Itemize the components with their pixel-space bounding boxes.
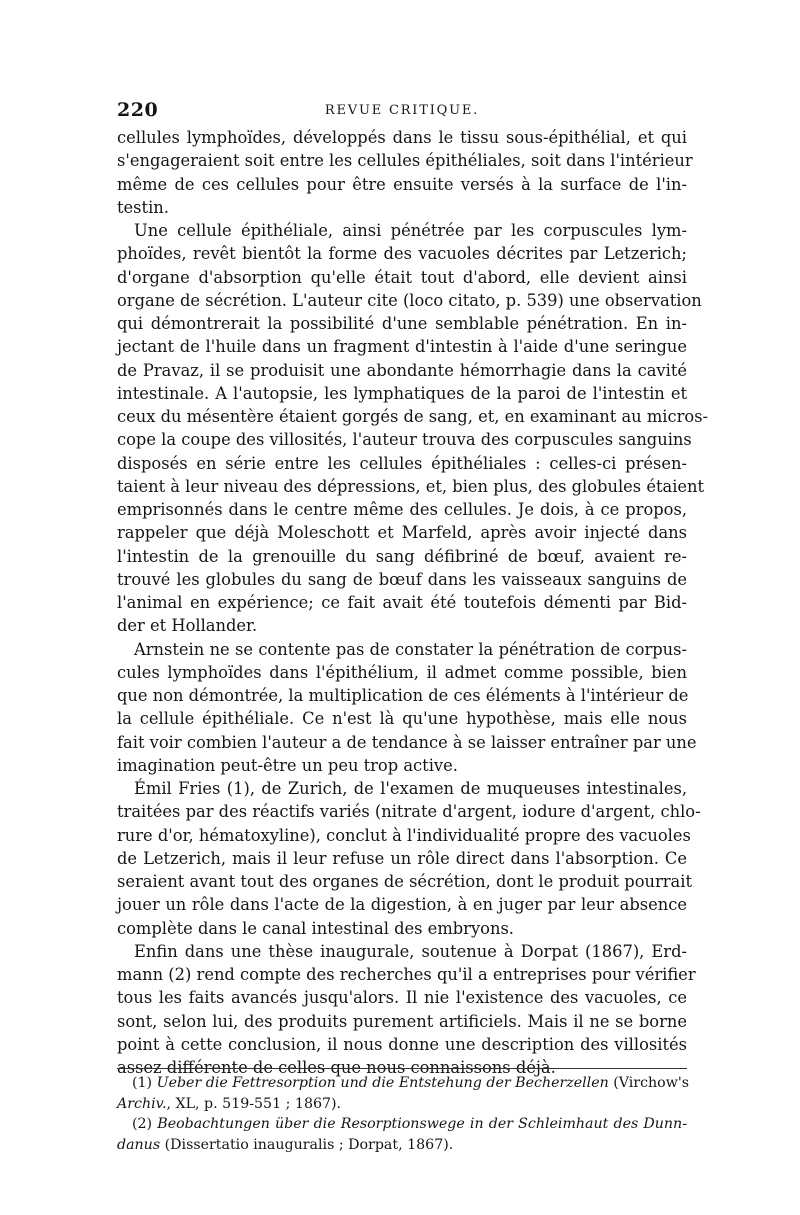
text-line: cellules lymphoïdes, développés dans le tissu sous-épithélial, et qui (117, 128, 687, 147)
footnote-1-continued (117, 1094, 687, 1115)
text-line: sont, selon lui, des produits purement artificiels. Mais il ne se borne (117, 1011, 687, 1031)
text-line: taient à leur niveau des dépressions, et, bien plus, des globules étaient (117, 476, 705, 496)
text-line: cules lymphoïdes dans l'épithélium, il admet comme possible, bien (117, 662, 687, 682)
text-line: rure d'or, hématoxyline), conclut à l'individualité propre des vacuoles (117, 825, 691, 845)
page-number: 220 (117, 99, 159, 121)
text-line: d'organe d'absorption qu'elle était tout d'abord, elle devient ainsi (117, 267, 687, 287)
text-line: organe de sécrétion. L'auteur cite (loco citato, p. 539) une observation (117, 290, 702, 310)
text-line: der et Hollander. (117, 616, 258, 636)
text-line: testin. (117, 197, 169, 217)
text-line: trouvé les globules du sang de bœuf dans les vaisseaux sanguins de (117, 569, 687, 589)
text-line: mann (2) rend compte des recherches qu'il a entreprises pour vérifier (117, 965, 696, 984)
footnote-1-journal: Archiv. (117, 1095, 167, 1112)
text-line: rappeler que déjà Moleschott et Marfeld, après avoir injecté dans (117, 523, 687, 543)
text-line: de Letzerich, mais il leur refuse un rôle direct dans l'absorption. Ce (117, 848, 687, 868)
text-line: que non démontrée, la multiplication de ces éléments à l'intérieur de (117, 686, 689, 705)
text-line: Arnstein ne se contente pas de constater la pénétration de corpus- (134, 639, 687, 659)
text-line: tous les faits avancés jusqu'alors. Il nie l'existence des vacuoles, ce (117, 988, 687, 1008)
text-line: emprisonnés dans le centre même des cellules. Je dois, à ce propos, (117, 500, 687, 519)
text-line: fait voir combien l'auteur a de tendance à se laisser entraîner par une (117, 732, 697, 752)
text-line: jouer un rôle dans l'acte de la digestion, à en juger par leur absence (117, 895, 687, 915)
footnote-2 (117, 1114, 687, 1135)
text-line: assez différente de celles que nous connaissons déjà. (117, 1058, 556, 1077)
text-line: phoïdes, revêt bientôt la forme des vacuoles décrites par Letzerich; (117, 244, 687, 264)
text-line: ceux du mésentère étaient gorgés de sang, et, en examinant au micros- (117, 407, 709, 426)
footnote-2-title: Beobachtungen über die Resorptionswege in der Schleimhaut des Dunn- (157, 1116, 687, 1132)
text-line: seraient avant tout des organes de sécrétion, dont le produit pourrait (117, 872, 693, 891)
text-line: même de ces cellules pour être ensuite versés à la surface de l'in- (117, 174, 687, 194)
text-line: qui démontrerait la possibilité d'une semblable pénétration. En in- (117, 314, 687, 333)
text-line: de Pravaz, il se produisit une abondante hémorrhagie dans la cavité (117, 360, 687, 380)
footnote-1 (117, 1073, 690, 1094)
text-line: l'intestin de la grenouille du sang défibriné de bœuf, avaient re- (117, 546, 687, 566)
footnote-1-title: Ueber die Fettresorption und die Entstehung der Becherzellen (156, 1075, 609, 1091)
footnote-2-details: (Dissertatio inauguralis ; Dorpat, 1867). (164, 1136, 454, 1153)
text-line: jectant de l'huile dans un fragment d'intestin à l'aide d'une seringue (117, 337, 687, 357)
footnote-2-title-end: danus (117, 1136, 161, 1153)
footnote-2-marker: (2) (132, 1116, 153, 1132)
text-line: la cellule épithéliale. Ce n'est là qu'une hypothèse, mais elle nous (117, 709, 687, 729)
text-line: s'engageraient soit entre les cellules épithéliales, soit dans l'intérieur (117, 151, 693, 171)
footnote-2-continued (117, 1135, 687, 1156)
text-line: Une cellule épithéliale, ainsi pénétrée par les corpuscules lym- (134, 221, 687, 240)
text-line: l'animal en expérience; ce fait avait été toutefois démenti par Bid- (117, 593, 687, 612)
running-head: REVUE CRITIQUE. (324, 103, 480, 118)
text-line: point à cette conclusion, il nous donne une description des villosités (117, 1034, 687, 1054)
text-line: complète dans le canal intestinal des embryons. (117, 918, 514, 938)
body-text (117, 126, 709, 1079)
footnote-rule (117, 1068, 687, 1069)
page-header (117, 99, 687, 123)
footnote-1-source: (Virchow's (613, 1075, 690, 1091)
text-line: Émil Fries (1), de Zurich, de l'examen de muqueuses intestinales, (134, 779, 687, 798)
text-line: intestinale. A l'autopsie, les lymphatiques de la paroi de l'intestin et (117, 383, 687, 403)
text-line: Enfin dans une thèse inaugurale, soutenue à Dorpat (1867), Erd- (134, 941, 687, 961)
footnote-1-details: , XL, p. 519-551 ; 1867). (166, 1095, 342, 1112)
footnote-1-marker: (1) (132, 1075, 153, 1091)
footnotes (117, 1073, 690, 1155)
text-line: imagination peut-être un peu trop active. (117, 755, 458, 775)
text-line: cope la coupe des villosités, l'auteur trouva des corpuscules sanguins (117, 430, 692, 450)
text-line: disposés en série entre les cellules épithéliales : celles-ci présen- (117, 453, 687, 473)
text-line: traitées par des réactifs variés (nitrate d'argent, iodure d'argent, chlo- (117, 802, 701, 822)
